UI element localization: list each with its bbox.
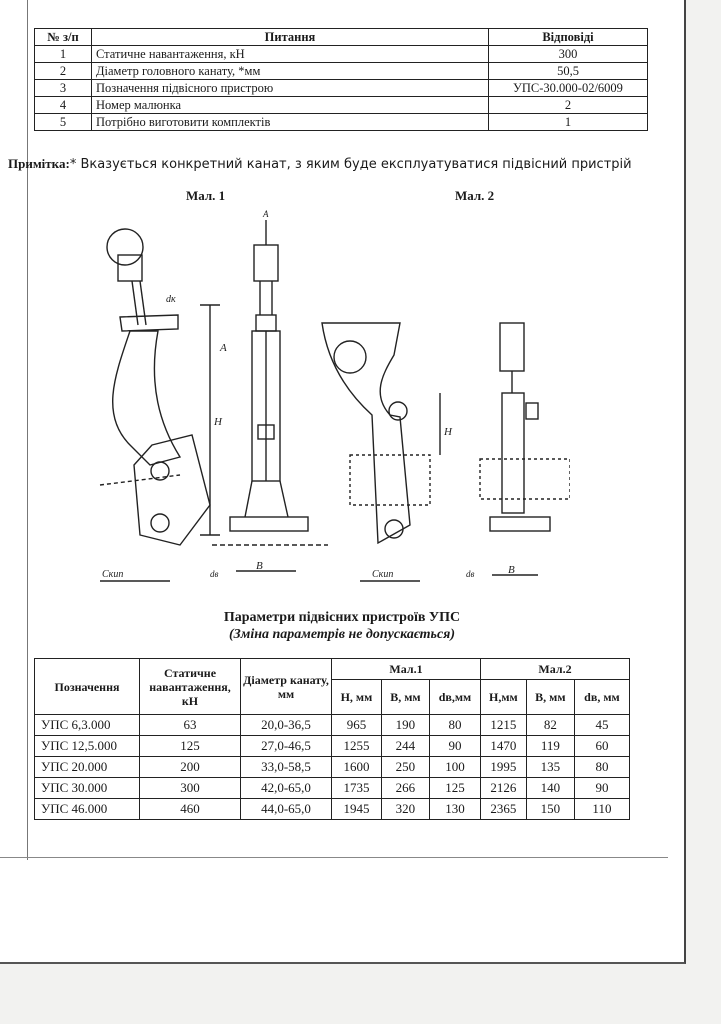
cell-b1: 250 — [381, 757, 429, 778]
cell-h2: 2126 — [480, 778, 526, 799]
cell-d1: 90 — [429, 736, 480, 757]
cell-h1: 1945 — [332, 799, 382, 820]
table-row — [35, 757, 630, 778]
cell-designation: УПС 30.000 — [35, 778, 140, 799]
cell-h2: 1470 — [480, 736, 526, 757]
table-row — [35, 63, 648, 80]
cell-designation: УПС 12,5.000 — [35, 736, 140, 757]
dimension-h: Н — [444, 426, 452, 438]
cell-h1: 965 — [332, 715, 382, 736]
figure-1-label: Мал. 1 — [186, 188, 226, 203]
dimension-h: Н — [214, 416, 222, 428]
row-answer: 1 — [489, 114, 648, 131]
dimension-a: А — [220, 342, 227, 354]
figure-2-label: Мал. 2 — [455, 188, 495, 203]
table-row — [35, 736, 630, 757]
rope-clamp — [500, 323, 524, 371]
dimension-dk: dк — [166, 294, 176, 305]
row-question: Статичне навантаження, кН — [92, 46, 489, 63]
row-answer: 300 — [489, 46, 648, 63]
pin-assembly — [490, 517, 550, 531]
cell-b2: 140 — [526, 778, 574, 799]
section-mark: А — [263, 209, 269, 219]
cell-h1: 1735 — [332, 778, 382, 799]
pin-hole — [151, 514, 169, 532]
header-b1: В, мм — [381, 680, 429, 715]
dimension-b: В — [256, 560, 263, 572]
figure-2-side-view — [322, 323, 453, 581]
cell-d1: 100 — [429, 757, 480, 778]
header-d1: dв,мм — [429, 680, 480, 715]
dimension-dv: dв — [466, 569, 475, 579]
questionnaire-table — [34, 28, 648, 131]
row-number: 4 — [35, 97, 92, 114]
slot-label: Скип — [102, 569, 124, 580]
table-row — [35, 97, 648, 114]
dimension-dv: dв — [210, 569, 219, 579]
header-d2: dв, мм — [574, 680, 629, 715]
header-question: Питання — [92, 29, 489, 46]
header-h1: Н, мм — [332, 680, 382, 715]
cell-h2: 2365 — [480, 799, 526, 820]
cell-d1: 125 — [429, 778, 480, 799]
row-number: 5 — [35, 114, 92, 131]
cell-b2: 82 — [526, 715, 574, 736]
cell-designation: УПС 46.000 — [35, 799, 140, 820]
cell-diameter: 44,0-65,0 — [241, 799, 332, 820]
cell-h1: 1600 — [332, 757, 382, 778]
row-answer: 50,5 — [489, 63, 648, 80]
cell-diameter: 33,0-58,5 — [241, 757, 332, 778]
cell-d1: 130 — [429, 799, 480, 820]
cell-load: 300 — [140, 778, 241, 799]
parameters-table — [34, 658, 630, 820]
hanger-body — [113, 331, 180, 465]
header-static-load: Статичне навантаження, кН — [140, 659, 241, 715]
cell-load: 460 — [140, 799, 241, 820]
table-header-row — [35, 659, 630, 680]
cell-d2: 45 — [574, 715, 629, 736]
cell-designation: УПС 6,3.000 — [35, 715, 140, 736]
cell-load: 63 — [140, 715, 241, 736]
cell-h2: 1995 — [480, 757, 526, 778]
lifting-ring — [107, 229, 143, 265]
cell-d2: 110 — [574, 799, 629, 820]
cell-b1: 266 — [381, 778, 429, 799]
row-number: 2 — [35, 63, 92, 80]
table-row — [35, 80, 648, 97]
cell-d1: 80 — [429, 715, 480, 736]
cell-diameter: 20,0-36,5 — [241, 715, 332, 736]
cell-b2: 119 — [526, 736, 574, 757]
header-h2: Н,мм — [480, 680, 526, 715]
figure-1-front-view — [210, 209, 328, 579]
header-rope-diameter: Діаметр канату, мм — [241, 659, 332, 715]
params-subtitle: (Зміна параметрів не допускається) — [228, 627, 456, 642]
figure-1-side-view — [100, 229, 223, 581]
row-number: 1 — [35, 46, 92, 63]
cell-b1: 320 — [381, 799, 429, 820]
table-row — [35, 114, 648, 131]
hanger-plates — [502, 393, 524, 513]
row-answer: 2 — [489, 97, 648, 114]
header-figure-1: Мал.1 — [332, 659, 481, 680]
page-divider — [0, 857, 668, 858]
dimension-b: В — [508, 564, 515, 576]
table-row — [35, 46, 648, 63]
table-row — [35, 778, 630, 799]
cell-d2: 90 — [574, 778, 629, 799]
table-row — [35, 715, 630, 736]
header-designation: Позначення — [35, 659, 140, 715]
cell-b2: 135 — [526, 757, 574, 778]
cell-diameter: 27,0-46,5 — [241, 736, 332, 757]
note — [8, 156, 678, 172]
cell-designation: УПС 20.000 — [35, 757, 140, 778]
header-figure-2: Мал.2 — [480, 659, 629, 680]
figure-2-front-view — [466, 323, 570, 579]
row-question: Номер малюнка — [92, 97, 489, 114]
header-answer: Відповіді — [489, 29, 648, 46]
cell-load: 200 — [140, 757, 241, 778]
cell-d2: 60 — [574, 736, 629, 757]
pin-assembly — [230, 517, 308, 531]
cell-b1: 190 — [381, 715, 429, 736]
cell-b1: 244 — [381, 736, 429, 757]
table-header-row — [35, 29, 648, 46]
cell-h2: 1215 — [480, 715, 526, 736]
params-title: Параметри підвісних пристроїв УПС — [223, 610, 461, 625]
row-number: 3 — [35, 80, 92, 97]
rope-clamp — [254, 245, 278, 281]
cell-h1: 1255 — [332, 736, 382, 757]
header-b2: В, мм — [526, 680, 574, 715]
margin-line — [27, 0, 28, 860]
cell-load: 125 — [140, 736, 241, 757]
row-question: Потрібно виготовити комплектів — [92, 114, 489, 131]
row-answer: УПС-30.000-02/6009 — [489, 80, 648, 97]
note-label: Примітка: — [8, 156, 70, 171]
header-number: № з/п — [35, 29, 92, 46]
table-row — [35, 799, 630, 820]
cell-diameter: 42,0-65,0 — [241, 778, 332, 799]
hanger-plate — [134, 435, 210, 545]
technical-drawings — [60, 205, 570, 595]
row-question: Діаметр головного канату, *мм — [92, 63, 489, 80]
cell-d2: 80 — [574, 757, 629, 778]
row-question: Позначення підвісного пристрою — [92, 80, 489, 97]
cell-b2: 150 — [526, 799, 574, 820]
slot-label: Скип — [372, 569, 394, 580]
note-text: * Вказується конкретний канат, з яким буде експлуатуватися підвісний пристрій — [69, 157, 632, 172]
pin-hole — [385, 520, 403, 538]
